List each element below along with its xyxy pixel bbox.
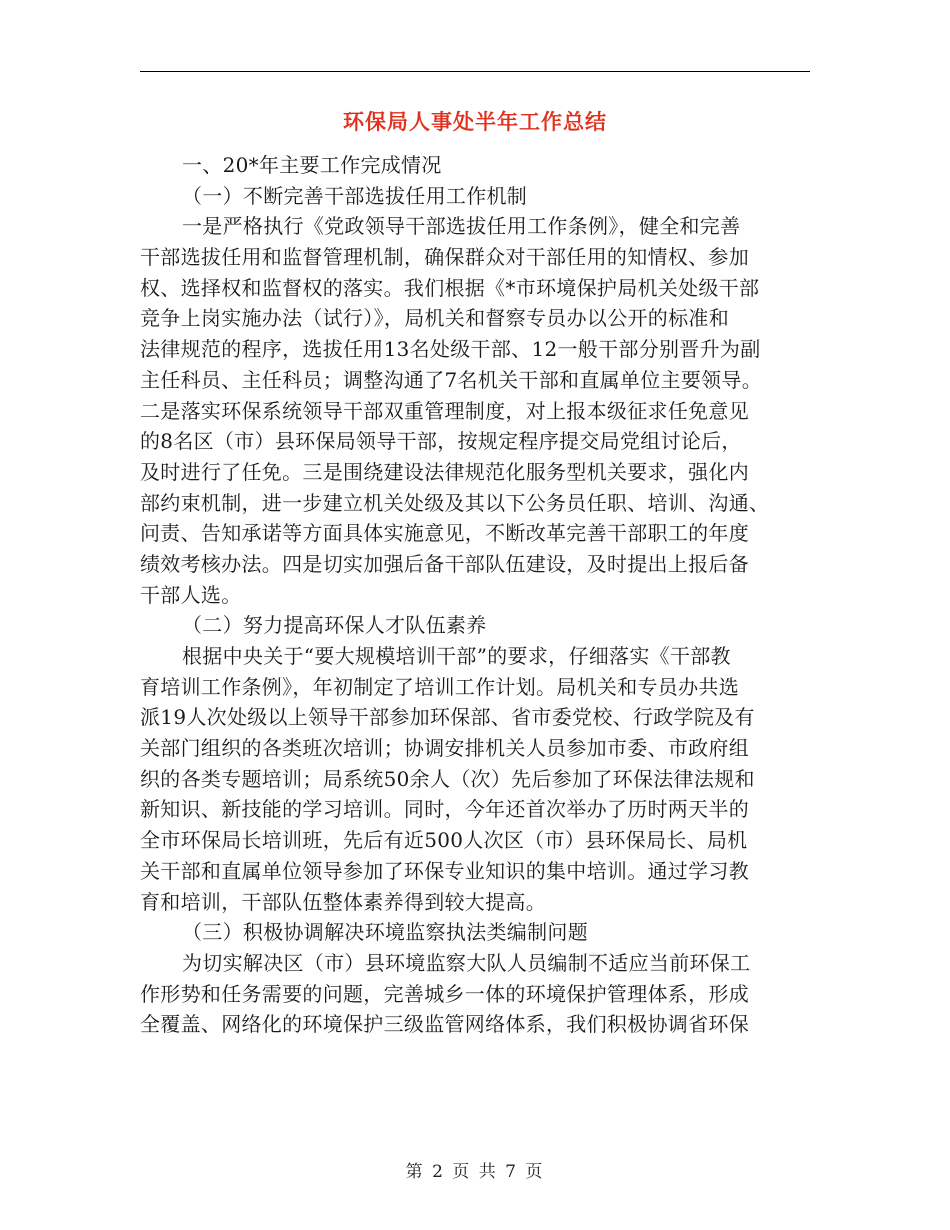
text-line: 干部选拔任用和监督管理机制，确保群众对干部任用的知情权、参加	[140, 245, 749, 270]
text-line: 二是落实环保系统领导干部双重管理制度，对上报本级征求任免意见	[140, 398, 749, 423]
text-line: 及时进行了任免。三是围绕建设法律规范化服务型机关要求，强化内	[140, 459, 749, 484]
text-line: 一、20*年主要工作完成情况	[182, 153, 442, 177]
text-line: 织的各类专题培训；局系统50余人（次）先后参加了环保法律法规和	[140, 766, 755, 791]
header-rule	[140, 71, 810, 72]
text-line: 新知识、新技能的学习培训。同时，今年还首次举办了历时两天半的	[140, 797, 749, 822]
text-line: 的8名区（市）县环保局领导干部，按规定程序提交局党组讨论后，	[140, 429, 742, 454]
text-line: 为切实解决区（市）县环境监察大队人员编制不适应当前环保工	[182, 950, 751, 975]
text-line: 全覆盖、网络化的环境保护三级监管网络体系，我们积极协调省环保	[140, 1012, 749, 1037]
text-line: 一是严格执行《党政领导干部选拔任用工作条例》，健全和完善	[182, 214, 741, 239]
page-footer: 第 2 页 共 7 页	[405, 1162, 545, 1182]
text-line: 权、选择权和监督权的落实。我们根据《*市环境保护局机关处级干部	[140, 275, 760, 300]
text-line: （三）积极协调解决环境监察执法类编制问题	[182, 920, 588, 945]
text-line: （二）努力提高环保人才队伍素养	[182, 613, 487, 638]
document-title: 环保局人事处半年工作总结	[343, 110, 607, 134]
text-line: 法律规范的程序，选拔任用13名处级干部、12一般干部分别晋升为副	[140, 337, 761, 362]
text-line: 主任科员、主任科员；调整沟通了7名机关干部和直属单位主要领导。	[140, 367, 763, 392]
text-line: 关干部和直属单位领导参加了环保专业知识的集中培训。通过学习教	[140, 858, 749, 883]
text-line: 育和培训，干部队伍整体素养得到较大提高。	[140, 889, 546, 914]
text-line: 育培训工作条例》，年初制定了培训工作计划。局机关和专员办共选	[140, 674, 739, 699]
text-line: 干部人选。	[140, 582, 242, 607]
text-line: 根据中央关于“要大规模培训干部”的要求，仔细落实《干部教	[182, 644, 731, 668]
document-body	[140, 150, 810, 1040]
text-line: 派19人次处级以上领导干部参加环保部、省市委党校、行政学院及有	[140, 705, 755, 730]
text-line: 问责、告知承诺等方面具体实施意见，不断改革完善干部职工的年度	[140, 521, 749, 546]
text-line: 绩效考核办法。四是切实加强后备干部队伍建设，及时提出上报后备	[140, 551, 749, 576]
text-line: 关部门组织的各类班次培训；协调安排机关人员参加市委、市政府组	[140, 736, 749, 761]
text-line: （一）不断完善干部选拔任用工作机制	[182, 183, 528, 208]
text-line: 竞争上岗实施办法（试行）》，局机关和督察专员办以公开的标准和	[140, 306, 729, 331]
text-line: 全市环保局长培训班，先后有近500人次区（市）县环保局长、局机	[140, 828, 748, 853]
text-line: 作形势和任务需要的问题，完善城乡一体的环境保护管理体系，形成	[140, 981, 749, 1006]
text-line: 部约束机制，进一步建立机关处级及其以下公务员任职、培训、沟通、	[140, 490, 770, 515]
